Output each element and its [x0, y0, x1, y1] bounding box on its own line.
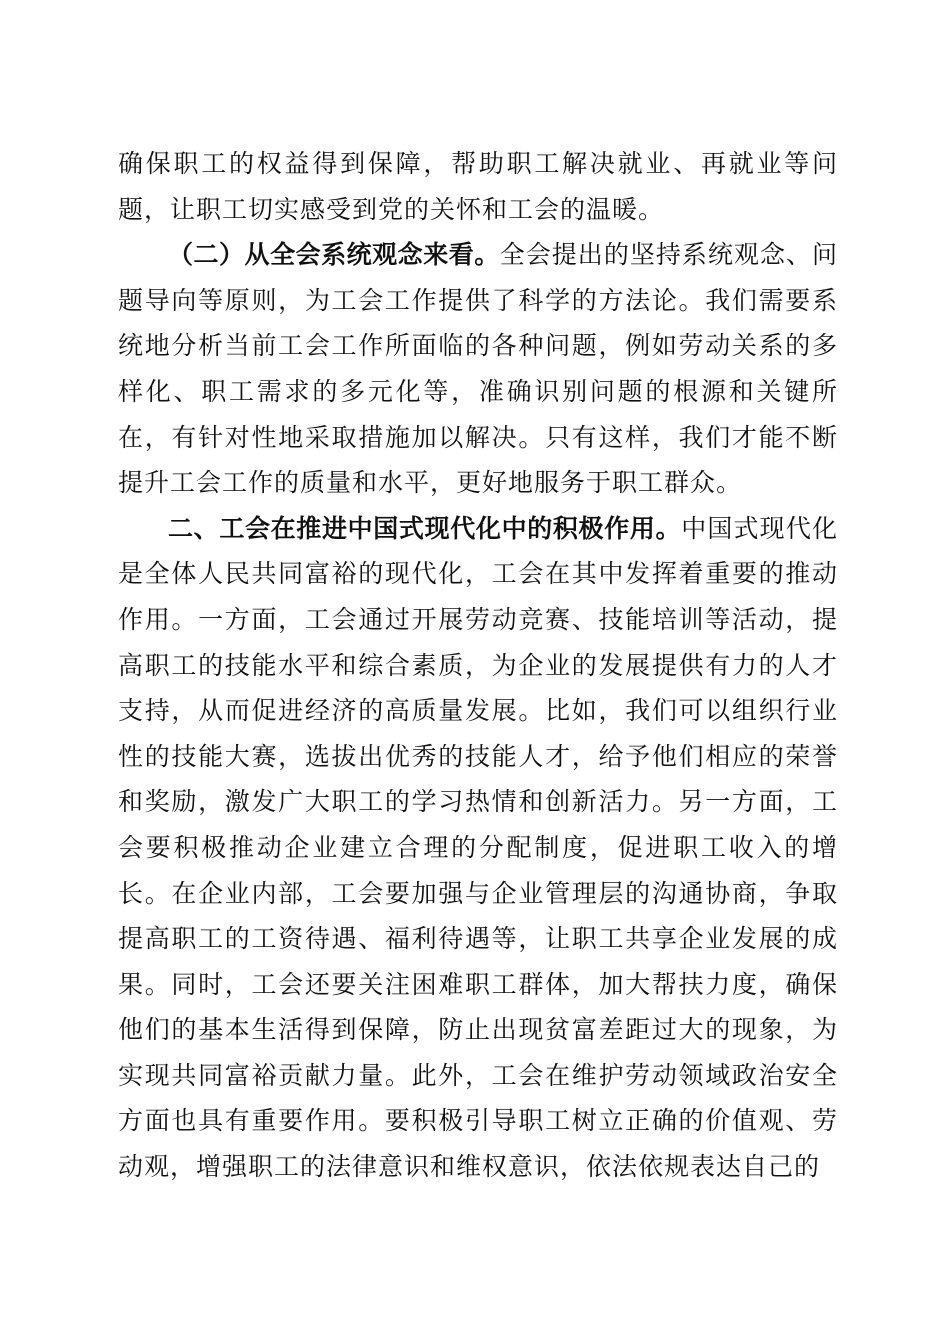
document-body — [118, 141, 838, 1190]
subsection-heading: （二）从全会系统观念来看。 — [168, 240, 500, 270]
paragraph-text: 中国式现代化是全体人民共同富裕的现代化，工会在其中发挥着重要的推动作用。一方面，工会通过开展劳动竞赛、技能培训等活动，提高职工的技能水平和综合素质，为企业的发展提供有力的人才支持，从而促进经济的高质量发展。比如，我们可以组织行业性的技能大赛，选拔出优秀的技能人才，给予他们相应的荣誉和奖励，激发广大职工的学习热情和创新活力。另一方面，工会要积极推动企业建立合理的分配制度，促进职工收入的增长。在企业内部，工会要加强与企业管理层的沟通协商，争取提高职工的工资待遇、福利待遇等，让职工共享企业发展的成果。同时，工会还要关注困难职工群体，加大帮扶力度，确保他们的基本生活得到保障，防止出现贫富差距过大的现象，为实现共同富裕贡献力量。此外，工会在维护劳动领域政治安全方面也具有重要作用。要积极引导职工树立正确的价值观、劳动观，增强职工的法律意识和维权意识，依法依规表达自己的 — [118, 513, 838, 1182]
paragraph-system-view — [118, 232, 838, 506]
paragraph-continuation — [118, 141, 838, 232]
paragraph-text: 全会提出的坚持系统观念、问题导向等原则，为工会工作提供了科学的方法论。我们需要系统地分析当前工会工作所面临的各种问题，例如劳动关系的多样化、职工需求的多元化等，准确识别问题的根源和关键所在，有针对性地采取措施加以解决。只有这样，我们才能不断提升工会工作的质量和水平，更好地服务于职工群众。 — [118, 240, 838, 498]
paragraph-modernization-role — [118, 506, 838, 1190]
paragraph-text: 确保职工的权益得到保障，帮助职工解决就业、再就业等问题，让职工切实感受到党的关怀和工会的温暖。 — [118, 149, 838, 224]
section-heading: 二、工会在推进中国式现代化中的积极作用。 — [168, 513, 682, 543]
